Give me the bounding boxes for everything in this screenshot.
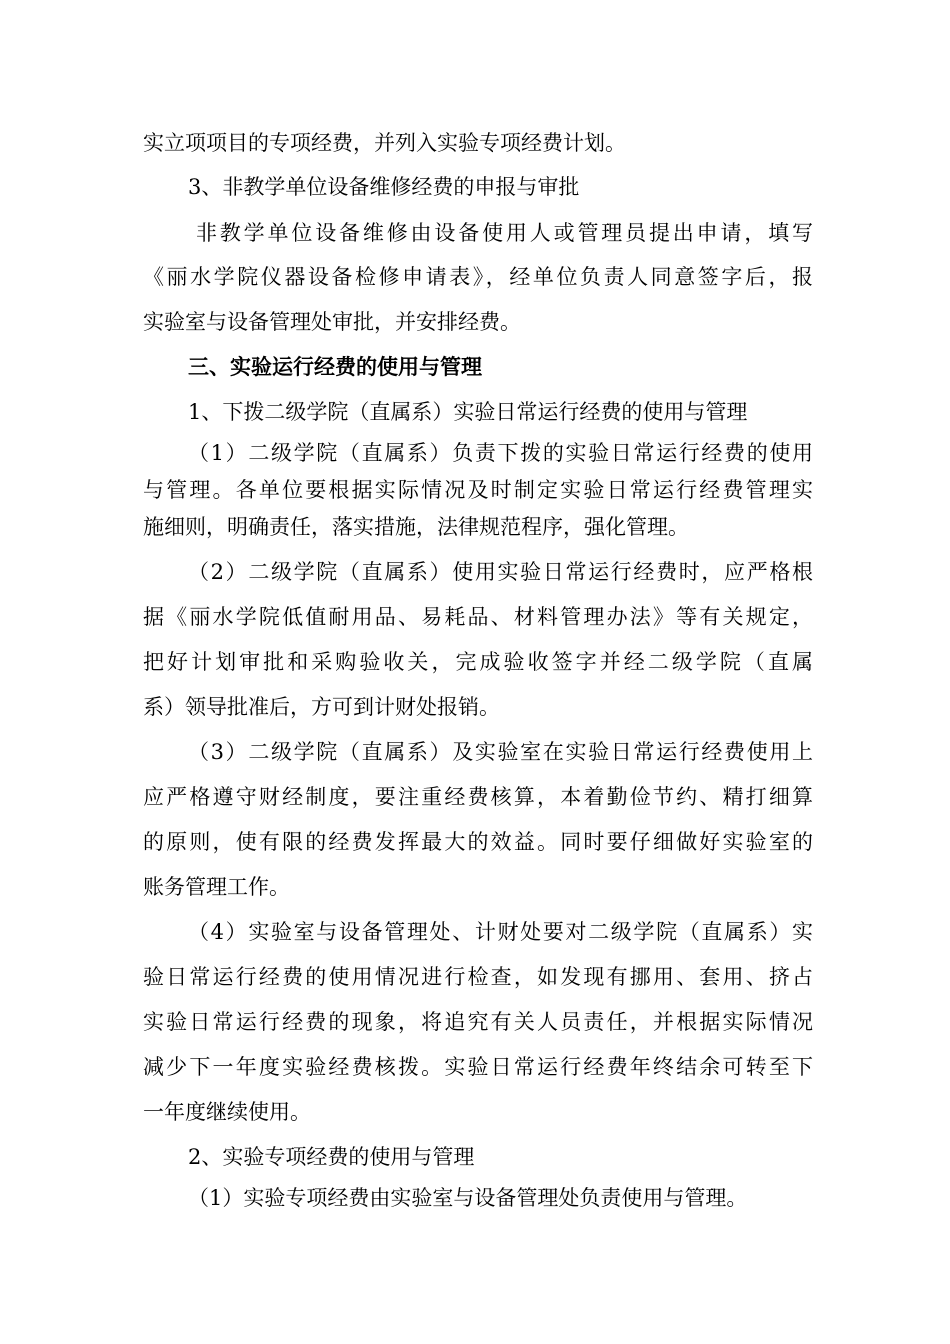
text-line: 减少下一年度实验经费核拨。实验日常运行经费年终结余可转至下 [143, 1055, 813, 1079]
text-line: （3）二级学院（直属系）及实验室在实验日常运行经费使用上 [188, 740, 813, 764]
text-line: 把好计划审批和采购验收关，完成验收签字并经二级学院（直属 [143, 650, 813, 674]
text-line: 《丽水学院仪器设备检修申请表》，经单位负责人同意签字后，报 [143, 265, 813, 289]
text-line: 施细则，明确责任，落实措施，法律规范程序，强化管理。 [143, 515, 689, 539]
text-line: 非教学单位设备维修由设备使用人或管理员提出申请，填写 [196, 221, 813, 245]
text-line: 系）领导批准后，方可到计财处报销。 [143, 695, 500, 719]
text-line: 据《丽水学院低值耐用品、易耗品、材料管理办法》等有关规定， [143, 605, 813, 629]
text-line: 实验室与设备管理处审批，并安排经费。 [143, 310, 521, 334]
text-line: 实立项项目的专项经费，并列入实验专项经费计划。 [143, 131, 626, 155]
text-line: 应严格遵守财经制度，要注重经费核算，本着勤俭节约、精打细算 [143, 785, 813, 809]
text-line: 的原则，使有限的经费发挥最大的效益。同时要仔细做好实验室的 [143, 830, 813, 854]
text-line: 账务管理工作。 [143, 875, 290, 899]
chapter-heading: 三、实验运行经费的使用与管理 [188, 354, 482, 379]
text-line: 验日常运行经费的使用情况进行检查，如发现有挪用、套用、挤占 [143, 965, 813, 989]
text-line: （4）实验室与设备管理处、计财处要对二级学院（直属系）实 [188, 920, 813, 944]
text-line: 与管理。各单位要根据实际情况及时制定实验日常运行经费管理实 [143, 478, 813, 502]
text-line: 实验日常运行经费的现象，将追究有关人员责任，并根据实际情况 [143, 1010, 813, 1034]
text-line: （1）实验专项经费由实验室与设备管理处负责使用与管理。 [188, 1186, 748, 1210]
section-heading: 2、实验专项经费的使用与管理 [188, 1145, 475, 1169]
section-heading: 1、下拨二级学院（直属系）实验日常运行经费的使用与管理 [188, 400, 748, 424]
text-line: （1）二级学院（直属系）负责下拨的实验日常运行经费的使用 [188, 441, 813, 465]
text-line: 一年度继续使用。 [143, 1100, 311, 1124]
section-heading: 3、非教学单位设备维修经费的申报与审批 [188, 175, 580, 199]
text-line: （2）二级学院（直属系）使用实验日常运行经费时，应严格根 [188, 560, 813, 584]
